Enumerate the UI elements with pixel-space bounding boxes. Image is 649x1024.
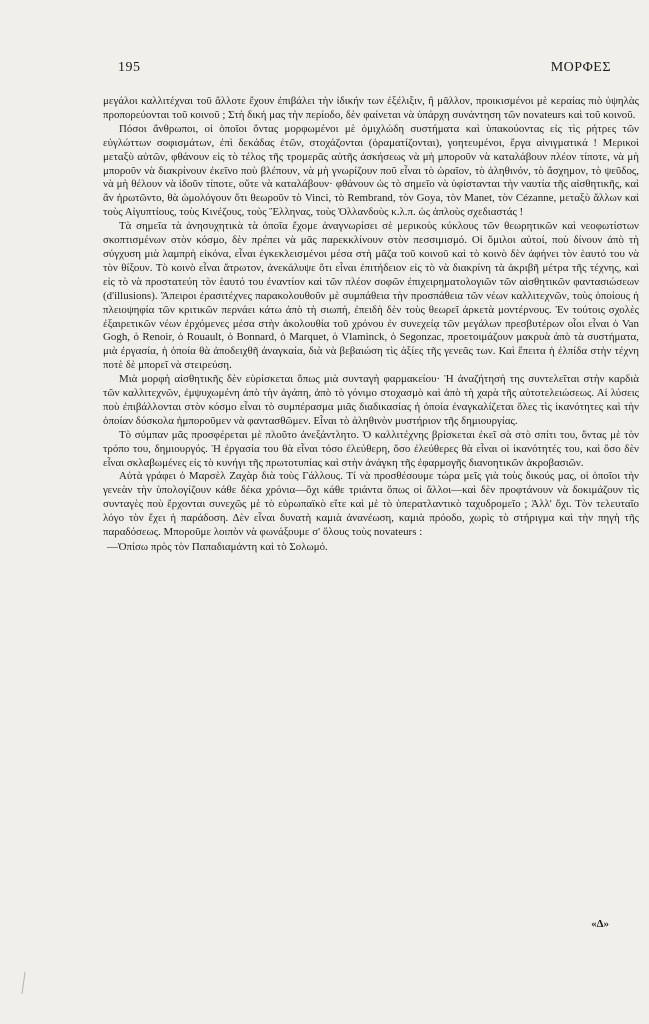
page-number: 195 [118, 60, 141, 75]
paragraph: Τὸ σύμπαν μᾶς προσφέρεται μὲ πλοῦτο ἀνεξάντλητο. Ὁ καλλιτέχνης βρίσκεται ἐκεῖ σὰ στὸ σπίτι του, ὄντας μὲ τὸν τρόπο του, δημιουργός. Ἡ ἐργασία του θὰ εἶναι τόσο ἐλεύθερη, ὅσο ἐλεύθερες θὰ εἶναι οἱ ἱκανότητές του, καὶ ὅσο δὲν εἶναι σκλαβωμένες εἰς τὸ κυνήγι τῆς πρωτοτυπίας καὶ στὴν ἀνάγκη τῆς ἐφαρμογῆς διανοητικῶν ἀκροβασιῶν. [103, 428, 639, 469]
paragraph: Αὐτὰ γράφει ὁ Μαρσὲλ Ζαχὰρ διὰ τοὺς Γάλλους. Τί νὰ προσθέσουμε τώρα μεῖς γιὰ τοὺς δικούς μας, οἱ ὁποῖοι τὴν γενεὰν τὴν ὑπολογίζουν κάθε δέκα χρόνια—ὄχι κάθε τριάντα ὅπως οἱ ἄλλοι—καὶ δὲν προφτάνουν νὰ δοκιμάζουν τὶς συνταγὲς ποὺ ἔρχονται συνεχῶς μὲ τὸ εὐρωπαϊκὸ εἴτε καὶ μὲ τὸ ὑπερατλαντικὸ ταχυδρομεῖο ; Ἀλλ' ὄχι. Τὸν τελευταῖο λόγο τὸν ἔχει ἡ παράδοση. Δὲν εἶναι δυνατὴ καμιὰ ἀνανέωση, καμιὰ πρόοδο, χωρὶς τὸ στήριγμα καὶ τὴν πηγὴ τῆς παραδόσεως. Μποροῦμε λοιπὸν νὰ φωνάξουμε σ' ὅλους τοὺς novateurs : [103, 470, 639, 539]
margin-mark [21, 972, 25, 994]
closing-quote: —Ὀπίσω πρὸς τὸν Παπαδιαμάντη καὶ τὸ Σολωμό. [107, 541, 328, 553]
paragraph: μεγάλοι καλλιτέχναι τοῦ ἄλλοτε ἔχουν ἐπιβάλει τὴν ἰδικήν των ἐξέλιξιν, ἢ μᾶλλον, προικισμένοι μὲ κεραίας πιὸ ὑψηλὰς προπορεύονται τοῦ κοινοῦ ; Στὴ δική μας τὴν περίοδο, δὲν φαίνεται νὰ ὑπάρχη συνάντηση τῶν novateurs καὶ τοῦ κοινοῦ. [103, 95, 639, 121]
paragraph: Πόσοι ἄνθρωποι, οἱ ὁποῖοι ὄντας μορφωμένοι μὲ ὁμιχλώδη συστήματα καὶ ὑπακούοντας εἰς τὶς ρήτρες τῶν εὐγλώττων σοφισμάτων, ἐπὶ δεκάδας ἐτῶν, στοχάζονται (ὁραματίζονται), γοητευμένοι, ἔργα αἰνιγματικά ! Μερικοὶ μεταξὺ αὐτῶν, φθάνουν εἰς τὸ τέλος τῆς τρομερᾶς αὐτῆς ἀσκήσεως νὰ μὴ μποροῦν νὰ καταλάβουν πλέον τίποτε, νὰ μὴ μποροῦν νὰ διακρίνουν ἐκεῖνο ποὺ βλέπουν, νὰ μὴ γνωρίζουν ποῦ εἶναι τὸ ὡραῖον, τὸ ἀληθινόν, τὸ ἄσχημον, τὸ ψεῦδος, νὰ μὴ θέλουν νὰ ἰδοῦν τίποτε, οὔτε νὰ καταλάβουν· φθάνουν ὡς τὸ σημεῖο νὰ ὑφίστανται τὴν ναυτία τῆς αἰσθητικῆς, καὶ ἂν ἠρωτῶντο, θὰ ὡμολόγουν ὅτι θεωροῦν τὸ Vinci, τὸ Rembrand, τὸν Goya, τὸν Manet, τὸν Cézanne, μεταξὺ ἄλλων καὶ τοὺς Αἰγυπτίους, τοὺς Κινέζους, τοὺς Ἕλληνας, τοὺς Ὁλλανδοὺς κ.λ.π. ὡς ἁπλοὺς σχεδιαστάς ! [103, 122, 639, 219]
paragraph: Μιὰ μορφὴ αἰσθητικῆς δὲν εὑρίσκεται ὅπως μιὰ συνταγὴ φαρμακείου· Ἡ ἀναζήτησή της συντελεῖται στὴν καρδιὰ τῶν καλλιτεχνῶν, ἐμψυχωμένη ἀπὸ τὴν ἀγάπη, ἀπὸ τὸ γόνιμο στοχασμὸ καὶ ἀπὸ τὴ χαρὰ τῆς αὐτοτελειώσεως. Αἱ λύσεις ποὺ ἐπιβάλλονται στὸν κόσμο εἶναι τὸ συμπέρασμα μιᾶς διαδικασίας ἡ ὁποία ἐναγκαλίζεται ὅλες τὶς ἱκανότητες καὶ τὴν ὁποίαν δύσκολα ἠμποροῦμεν νὰ φαντασθῶμεν. Εἶναι τὸ ἀληθινὸν μυστήριον τῆς δημιουργίας. [103, 373, 639, 427]
article-body [103, 95, 639, 555]
page-header [118, 60, 611, 76]
paragraph: Τὰ σημεῖα τὰ ἀνησυχητικὰ τὰ ὁποῖα ἔχομε ἀναγνωρίσει σὲ μερικοὺς κύκλους τῶν θεωρητικῶν καὶ νεοφωτίστων σκοπτισμένων στὸν κόσμο, δὲν πρέπει νὰ μᾶς παρεκκλίνουν στὸν πεσσιμισμό. Οἱ ὅμιλοι αὐτοί, ποὺ δίνουν ἀπὸ τὴ σύγχυση μιὰ λαμπρὴ εἰκόνα, εἶναι ἐγκεκλεισμένοι μέσα στὴ μᾶζα τοῦ κοινοῦ καὶ τὸ κοινὸ δὲν ἀφήνει τὸν ἑαυτό του νὰ τὸν θίξουν. Τὸ κοινὸ εἶναι ἄτρωτον, ἀνεκάλυψε ὅτι εἶναι ἐπιτήδειον εἰς τὸ νὰ διακρίνη τὰ ἀκριβῆ μέτρα τῆς τέχνης, καὶ εἰς τὸ νὰ προστατεύη τὸν ἑαυτό του ἐναντίον καὶ τῶν πλέον σοφῶν ἐπιχειρηματολογιῶν τῶν αἰσθητικῶν φαντασιώσεων (d'illusions). Ἄπειροι ἐρασιτέχνες παρακολουθοῦν μὲ συμπάθεια τὴν προσπάθεια τῶν νέων καλλιτεχνῶν, τοὺς ὁποίους ἡ πλειοψηφία τῶν κριτικῶν περνάει κάτω ἀπὸ τὴ σιωπή, ἐπειδὴ δὲν τοὺς θεωρεῖ ἀρκετὰ μοντέρνους. Ἐν τούτοις σχολὲς ἐξαιρετικῶν νέων ἐρχόμενες μέσα στὴν ἀκολουθία τοῦ χρόνου ἐν συνεχείᾳ τῶν μεγάλων πρεσβυτέρων οἷοι εἶναι ὁ Van Gogh, ὁ Renoir, ὁ Rouault, ὁ Bonnard, ὁ Marquet, ὁ Vlaminck, ὁ Segonzac, προετοιμάζουν μακρυὰ ἀπὸ τὰ συστήματα, μιὰ ἐργασία, ἡ ὁποία θὰ ἀποδειχθῆ ἀναγκαία, διὰ νὰ βεβαιώση τὶς ἀξίες τῆς γενεᾶς των. Καὶ ἔπειτα ἡ ἐλπίδα στὴν τέχνη ποτὲ δὲ μπορεῖ νὰ στειρεύση. [103, 220, 639, 372]
author-signature: «Δ» [591, 918, 609, 930]
running-title: ΜΟΡΦΕΣ [550, 60, 611, 75]
